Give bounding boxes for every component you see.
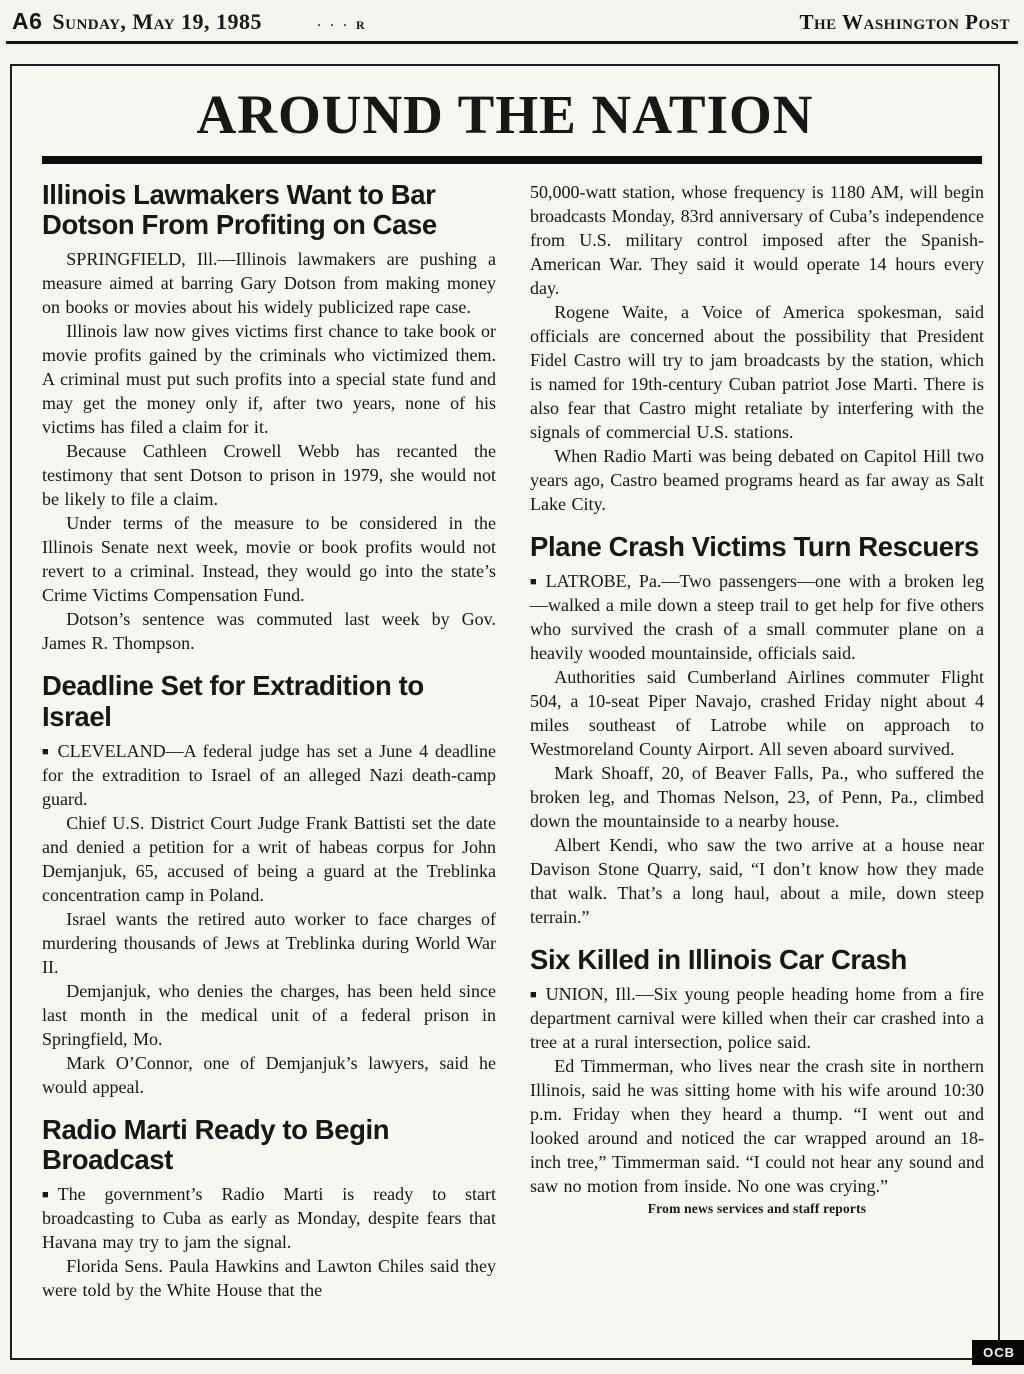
ocb-watermark: OCB: [972, 1340, 1024, 1365]
body-paragraph: Demjanjuk, who denies the charges, has been held since last month in the medical unit of a federal prison in Springfield, Mo.: [42, 980, 496, 1049]
article-headline: Illinois Lawmakers Want to Bar Dotson From Profiting on Case: [42, 178, 437, 240]
around-the-nation-box: [10, 64, 1000, 1360]
article-car-crash: [530, 945, 984, 1217]
dateline-paragraph: [42, 739, 496, 811]
dateline-text: UNION, Ill.—Six young people heading home from a fire department carnival were killed when their car crashed into a tree at a rural intersection, police said.: [530, 984, 984, 1053]
square-bullet-icon: ■: [530, 576, 537, 588]
page-header-left: [12, 8, 368, 35]
left-column: [42, 180, 496, 1303]
body-paragraph: Rogene Waite, a Voice of America spokesman, said officials are concerned about the possibility that President Fidel Castro will try to jam broadcasts by the station, which is named for 19th-century Cuban patriot Jose Marti. There is also fear that Castro might retaliate by interfering with the signals of commercial U.S. stations.: [530, 301, 984, 442]
credit-line: From news services and staff reports: [647, 1201, 867, 1217]
body-paragraph: 50,000-watt station, whose frequency is 1180 AM, will begin broadcasts Monday, 83rd anniversary of Cuba’s independence from U.S. military control imposed after the Spanish-American War. They said it would operate 14 hours every day.: [530, 181, 984, 298]
page-number: A6: [12, 8, 43, 34]
body-paragraph: Ed Timmerman, who lives near the crash site in northern Illinois, said he was sitting home with his wife around 10:30 p.m. Friday when they heard a thump. “I went out and looked around and noticed the car wrapped around an 18-inch tree,” Timmerman said. “I could not hear any sound and saw no motion from inside. No one was crying.”: [530, 1056, 984, 1197]
article-dotson: [42, 180, 496, 656]
page-date: Sunday, May 19, 1985: [52, 9, 262, 34]
article-extradition: [42, 671, 496, 1099]
body-paragraph: Mark O’Connor, one of Demjanjuk’s lawyers, said he would appeal.: [42, 1052, 496, 1097]
article-headline: Deadline Set for Extradition to Israel: [42, 670, 424, 732]
body-paragraph: SPRINGFIELD, Ill.—Illinois lawmakers are pushing a measure aimed at barring Gary Dotson from making money on books or movies about his widely publicized rape case.: [42, 249, 496, 318]
article-headline: Plane Crash Victims Turn Rescuers: [530, 530, 979, 562]
body-paragraph: Florida Sens. Paula Hawkins and Lawton Chiles said they were told by the White House that the: [42, 1256, 496, 1301]
dateline-paragraph: [530, 569, 984, 665]
body-paragraph: Authorities said Cumberland Airlines commuter Flight 504, a 10-seat Piper Navajo, crashed Friday night about 4 miles southeast of Latrobe while on approach to Westmoreland County Airport. All seven aboard survived.: [530, 667, 984, 759]
right-column: [530, 180, 984, 1303]
body-paragraph: When Radio Marti was being debated on Capitol Hill two years ago, Castro beamed programs heard as far away as Salt Lake City.: [530, 445, 984, 514]
body-paragraph: Mark Shoaff, 20, of Beaver Falls, Pa., who suffered the broken leg, and Thomas Nelson, 23, of Penn, Pa., climbed down the mountainside to a nearby house.: [530, 763, 984, 831]
edition-mark: · · · R: [316, 18, 368, 32]
article-radio-marti-continued: [530, 180, 984, 516]
page-header: [12, 8, 1010, 35]
body-paragraph: Albert Kendi, who saw the two arrive at a house near Davison Stone Quarry, said, “I don’t know how they made that walk. That’s a long haul, about a mile, down steep terrain.”: [530, 835, 984, 927]
article-headline: Six Killed in Illinois Car Crash: [530, 944, 907, 975]
body-paragraph: Because Cathleen Crowell Webb has recanted the testimony that sent Dotson to prison in 1979, she would not be likely to file a claim.: [42, 441, 496, 510]
dateline-paragraph: [42, 1182, 496, 1254]
body-paragraph: Israel wants the retired auto worker to face charges of murdering thousands of Jews at Treblinka during World War II.: [42, 908, 496, 977]
article-headline: Radio Marti Ready to Begin Broadcast: [42, 1113, 390, 1175]
dateline-text: LATROBE, Pa.—Two passengers—one with a broken leg—walked a mile down a steep trail to get help for five others who survived the crash of a small commuter plane on a heavily wooded mountainside, officials said.: [530, 571, 984, 663]
dateline-paragraph: [530, 982, 984, 1054]
body-paragraph: Chief U.S. District Court Judge Frank Battisti set the date and denied a petition for a writ of habeas corpus for John Demjanjuk, 65, accused of being a guard at the Treblinka concentration camp in Poland.: [42, 812, 496, 905]
dateline-text: CLEVELAND—A federal judge has set a June 4 deadline for the extradition to Israel of an alleged Nazi death-camp guard.: [42, 740, 496, 809]
columns: [12, 164, 998, 1303]
header-rule: [6, 41, 1018, 44]
article-radio-marti: [42, 1115, 496, 1303]
body-paragraph: Under terms of the measure to be considered in the Illinois Senate next week, movie or book profits would not revert to a criminal. Instead, they would go into the state’s Crime Victims Compensation Fund.: [42, 513, 496, 606]
article-plane-crash: [530, 532, 984, 929]
dateline-text: The government’s Radio Marti is ready to start broadcasting to Cuba as early as Monday, despite fears that Havana may try to jam the signal.: [42, 1184, 496, 1253]
body-paragraph: Illinois law now gives victims first chance to take book or movie profits gained by the criminals who victimized them. A criminal must put such profits into a special state fund and may get the money only if, after two years, none of his victims has filed a claim for it.: [42, 321, 496, 438]
square-bullet-icon: ■: [42, 1189, 49, 1202]
square-bullet-icon: ■: [42, 745, 49, 758]
section-title: AROUND THE NATION: [196, 84, 814, 145]
title-rule: [42, 156, 982, 164]
square-bullet-icon: ■: [530, 989, 537, 1002]
body-paragraph: Dotson’s sentence was commuted last week by Gov. James R. Thompson.: [42, 609, 496, 654]
masthead: The Washington Post: [799, 10, 1010, 34]
